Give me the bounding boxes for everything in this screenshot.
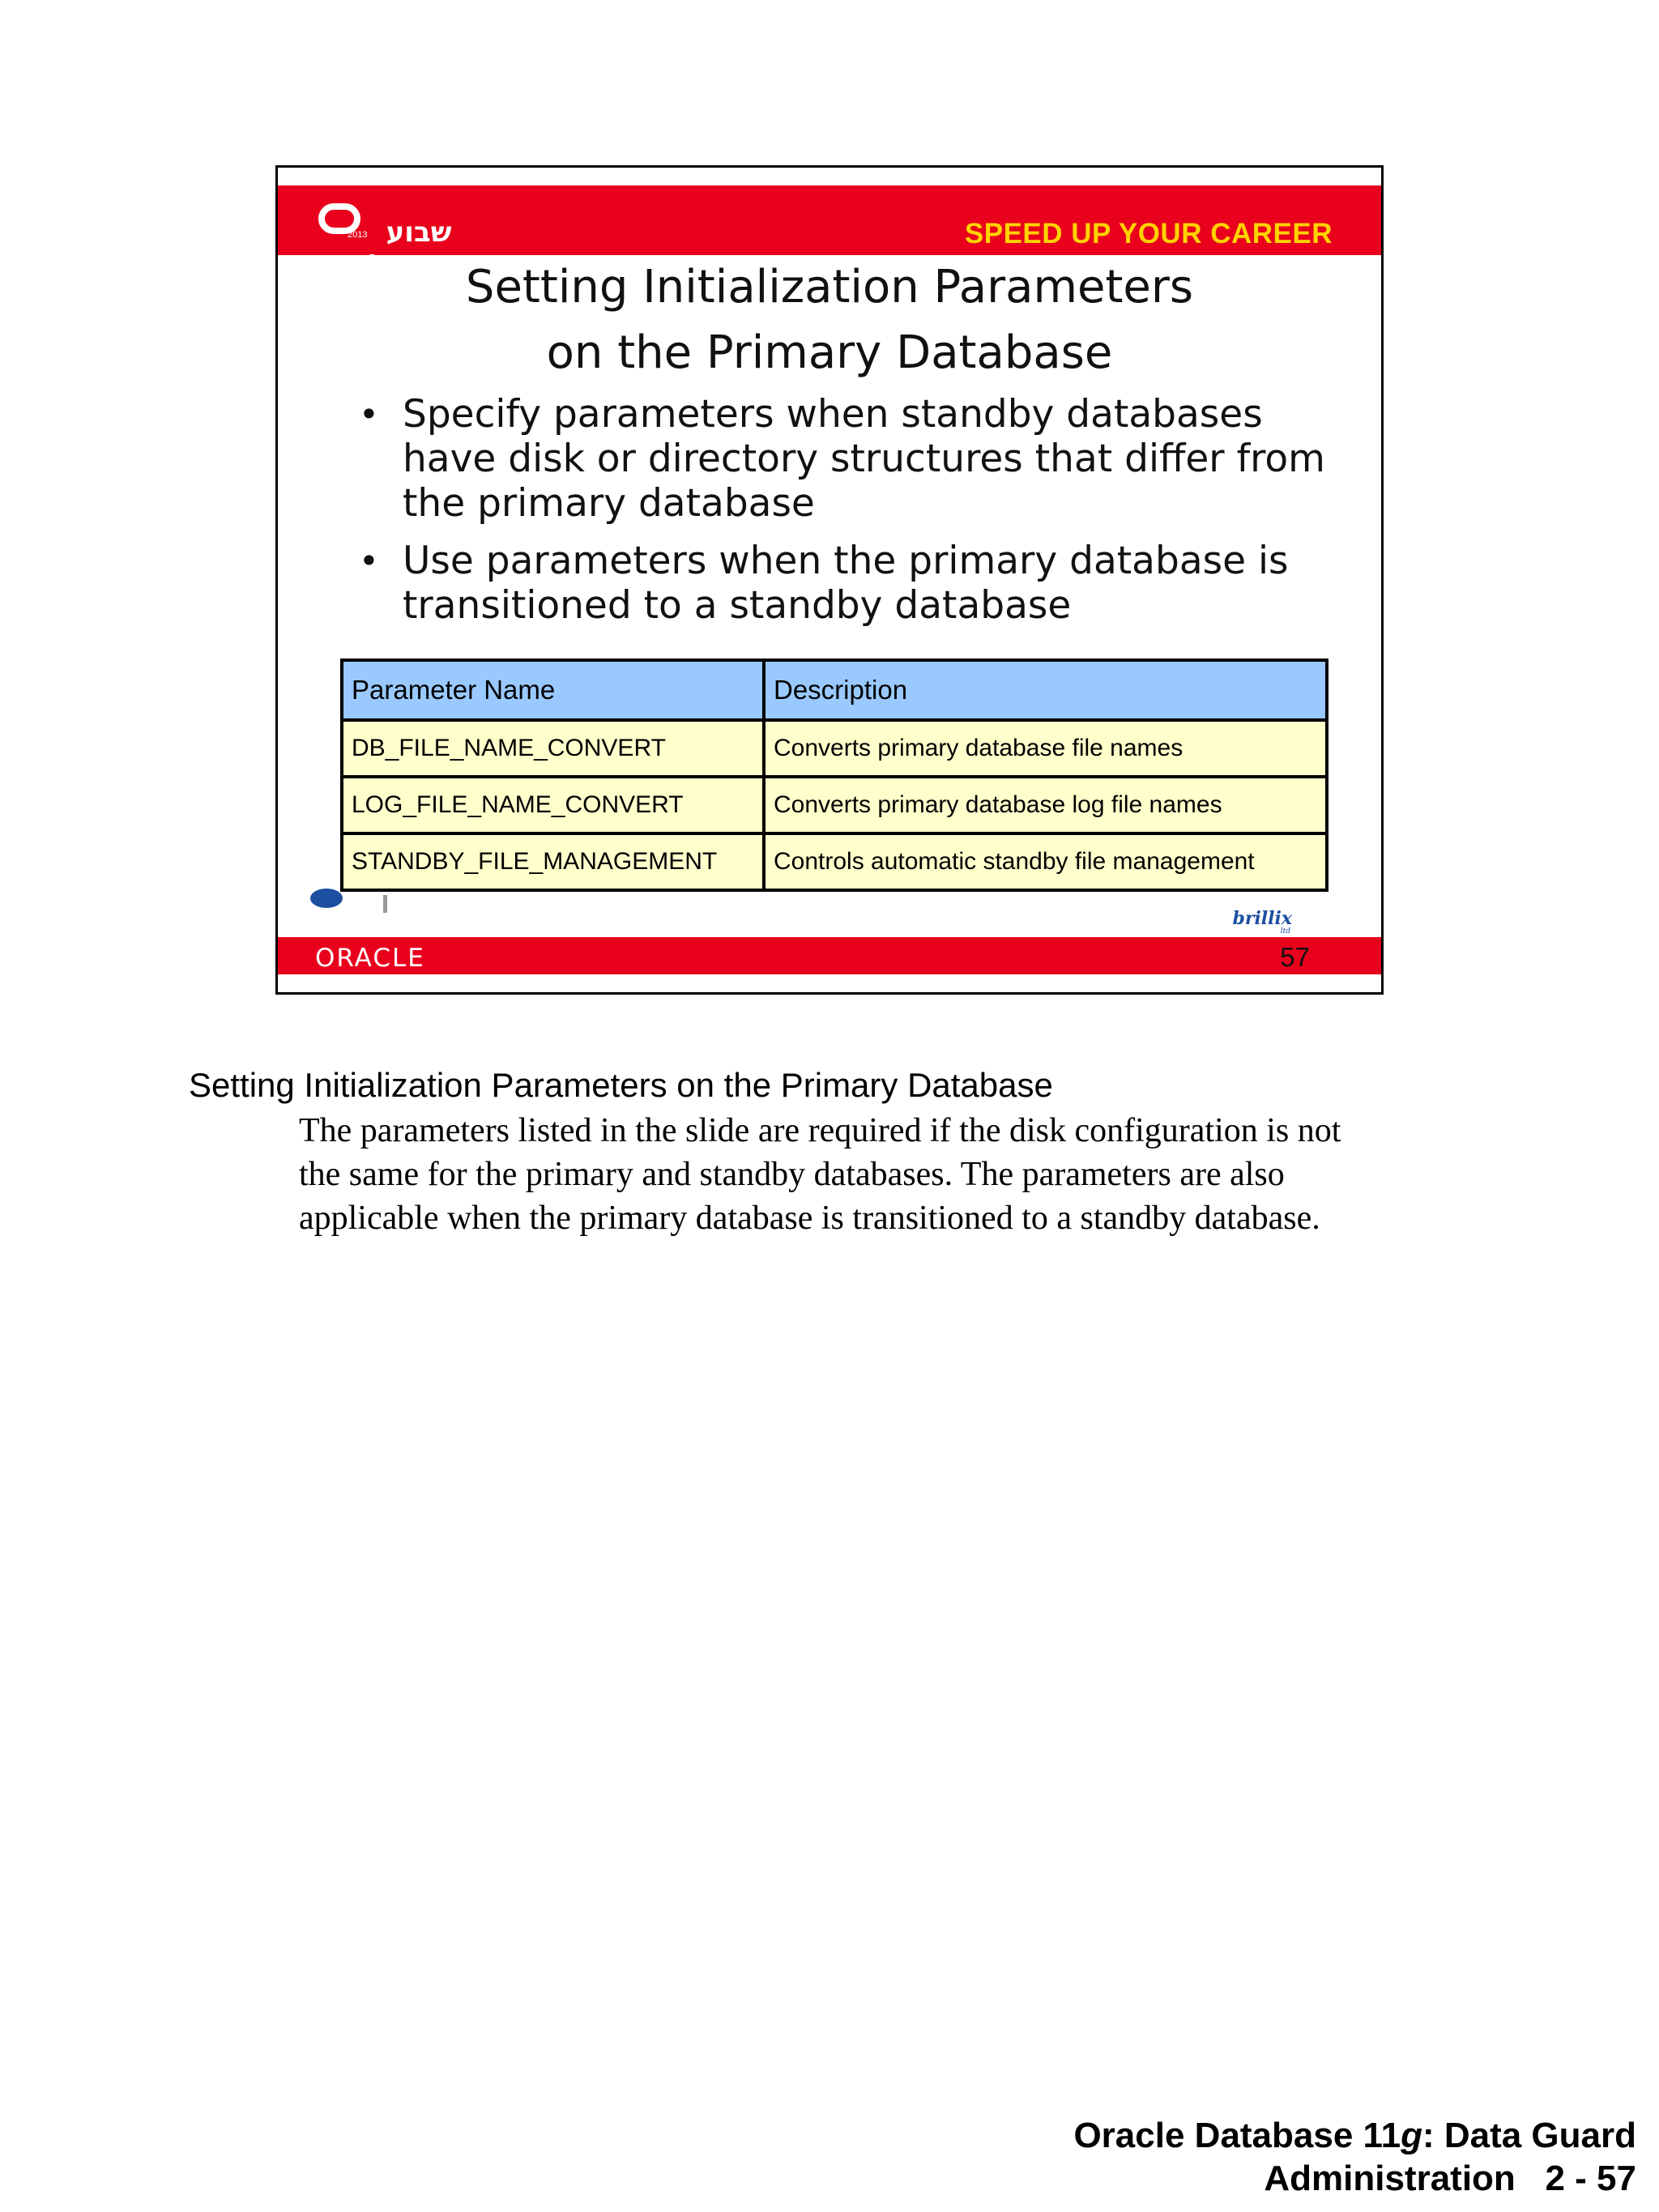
parameter-table — [340, 658, 1328, 892]
sponsor-mark — [383, 895, 387, 913]
footer-product-version: g — [1401, 2116, 1422, 2155]
notes-line: The parameters listed in the slide are required if the disk configuration is not — [299, 1112, 1341, 1149]
brillix-logo: brillix — [1232, 908, 1292, 929]
bullet-dot-icon: • — [359, 394, 379, 434]
notes-line: applicable when the primary database is transitioned to a standby database. — [299, 1200, 1320, 1237]
column-header-description: Description — [764, 660, 1327, 720]
slide-number: 57 — [1280, 942, 1310, 972]
slide-title-line-2: on the Primary Database — [546, 326, 1113, 379]
brillix-logo-sub: ltd — [1280, 927, 1290, 936]
description-cell: Converts primary database log file names — [764, 777, 1327, 833]
slide-tagline: SPEED UP YOUR CAREER — [964, 218, 1333, 249]
parameter-name-cell: LOG_FILE_NAME_CONVERT — [342, 777, 764, 833]
oracle-week-logo — [318, 202, 452, 281]
logo-text: שבוע אורקל — [369, 216, 452, 281]
parameter-name-cell: DB_FILE_NAME_CONVERT — [342, 720, 764, 777]
bullet-list — [359, 392, 1347, 641]
bullet-line: have disk or directory structures that differ from — [403, 437, 1325, 481]
footer-course: : Data Guard — [1422, 2116, 1636, 2155]
logo-year: 2013 — [348, 230, 368, 240]
footer-product: Oracle Database 11 — [1073, 2116, 1401, 2155]
description-cell: Converts primary database file names — [764, 720, 1327, 777]
slide-title-line-1: Setting Initialization Parameters — [465, 261, 1194, 313]
bullet-item — [359, 539, 1347, 628]
footer-line-1 — [1073, 2114, 1636, 2157]
slide-bottom-bar — [278, 937, 1381, 974]
bullet-dot-icon: • — [359, 541, 379, 581]
column-header-parameter-name: Parameter Name — [342, 660, 764, 720]
bullet-item — [359, 392, 1347, 526]
bullet-line: Specify parameters when standby databases — [403, 392, 1263, 437]
oracle-logo: ORACLE — [315, 944, 425, 973]
table-row — [342, 833, 1327, 890]
table-row — [342, 777, 1327, 833]
bullet-line: the primary database — [403, 481, 815, 526]
bullet-line: transitioned to a standby database — [403, 583, 1072, 628]
table-row — [342, 720, 1327, 777]
footer-page-info: Administration 2 - 57 — [1264, 2159, 1636, 2198]
notes-heading: Setting Initialization Parameters on the Primary Database — [189, 1066, 1053, 1104]
bullet-line: Use parameters when the primary database is — [403, 539, 1289, 583]
sponsor-logo-icon — [310, 889, 343, 908]
description-cell: Controls automatic standby file management — [764, 833, 1327, 890]
notes-body — [299, 1109, 1465, 1240]
table-header-row — [342, 660, 1327, 720]
parameter-name-cell: STANDBY_FILE_MANAGEMENT — [342, 833, 764, 890]
page-footer — [1073, 2114, 1636, 2200]
slide — [275, 165, 1384, 995]
notes-line: the same for the primary and standby databases. The parameters are also — [299, 1156, 1285, 1193]
